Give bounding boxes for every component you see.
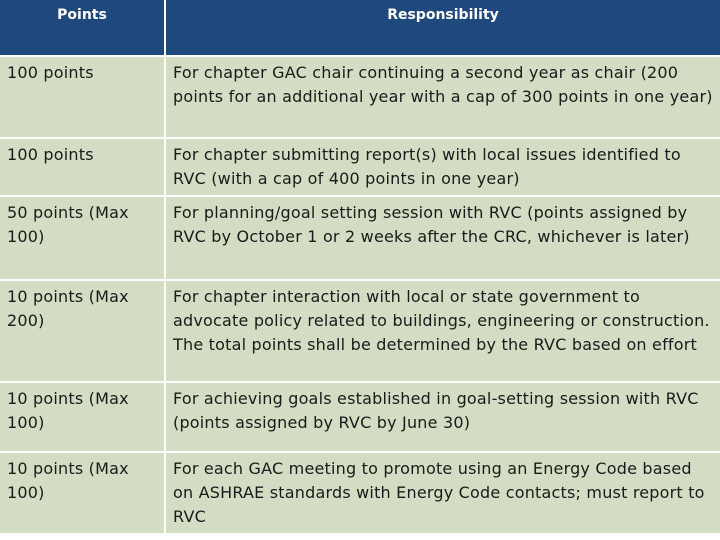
table-row <box>0 280 720 382</box>
table-row <box>0 196 720 280</box>
points-cell: 10 points (Max 100) <box>0 382 165 452</box>
responsibility-cell: For chapter submitting report(s) with local issues identified to RVC (with a cap of 400 points in one year) <box>165 138 720 196</box>
points-cell: 50 points (Max 100) <box>0 196 165 280</box>
responsibility-cell: For chapter GAC chair continuing a second year as chair (200 points for an additional year with a cap of 300 points in one year) <box>165 56 720 138</box>
points-cell: 10 points (Max 200) <box>0 280 165 382</box>
responsibility-cell: For each GAC meeting to promote using an Energy Code based on ASHRAE standards with Energy Code contacts; must report to RVC <box>165 452 720 534</box>
points-cell: 100 points <box>0 138 165 196</box>
table-row <box>0 452 720 534</box>
responsibility-cell: For chapter interaction with local or state government to advocate policy related to buildings, engineering or construction. The total points shall be determined by the RVC based on effort <box>165 280 720 382</box>
header-points: Points <box>0 0 165 56</box>
table-row <box>0 138 720 196</box>
points-cell: 10 points (Max 100) <box>0 452 165 534</box>
responsibility-cell: For planning/goal setting session with RVC (points assigned by RVC by October 1 or 2 weeks after the CRC, whichever is later) <box>165 196 720 280</box>
header-responsibility: Responsibility <box>165 0 720 56</box>
responsibility-cell: For achieving goals established in goal-setting session with RVC (points assigned by RVC by June 30) <box>165 382 720 452</box>
points-cell: 100 points <box>0 56 165 138</box>
table-header-row <box>0 0 720 56</box>
table-row <box>0 56 720 138</box>
table-row <box>0 382 720 452</box>
